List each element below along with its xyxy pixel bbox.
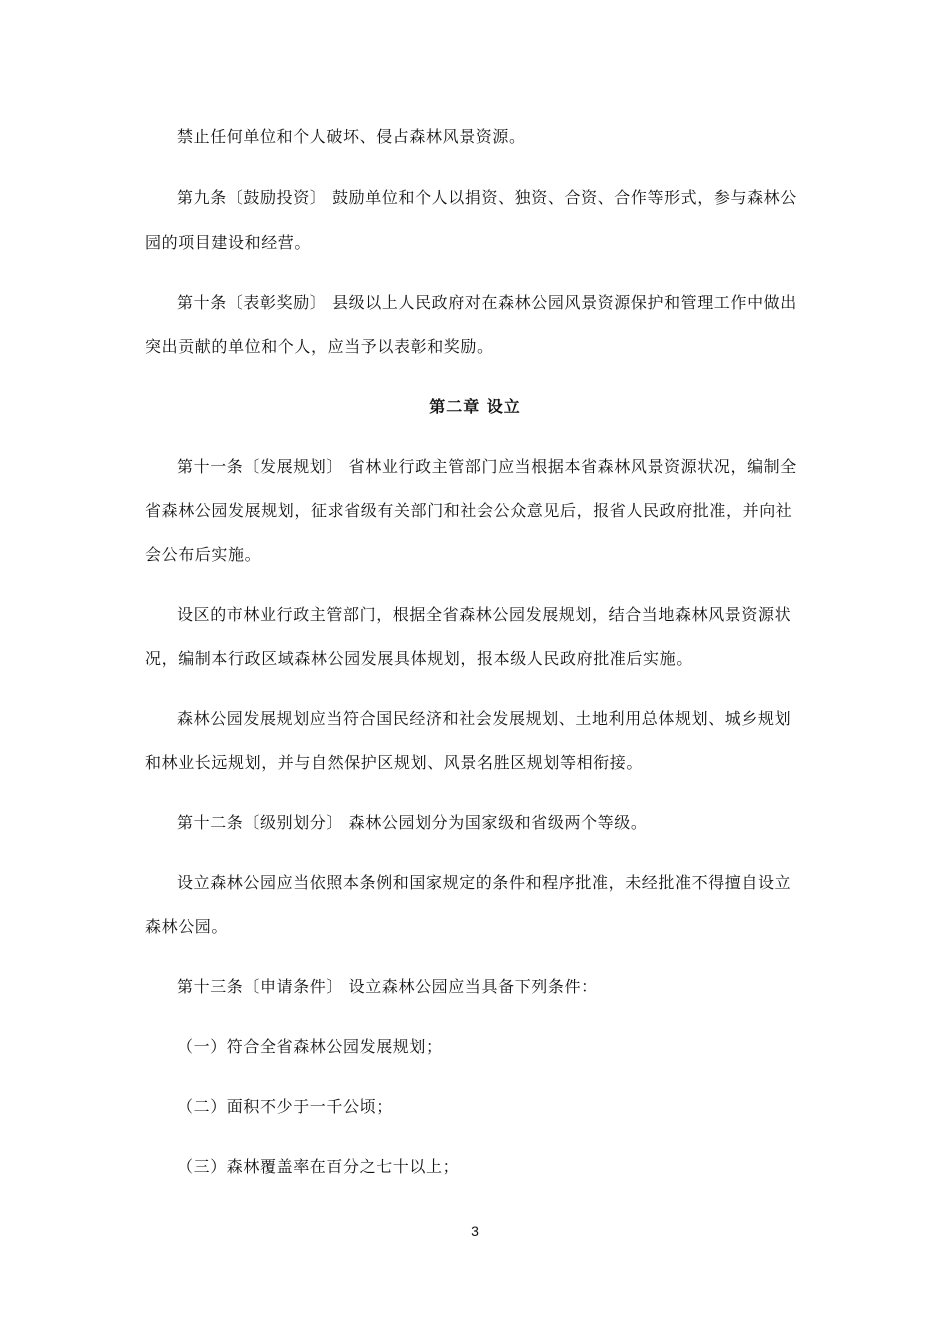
paragraph-line: 设区的市林业行政主管部门，根据全省森林公园发展规划，结合当地森林风景资源状 <box>177 605 792 624</box>
page-number: 3 <box>471 1223 479 1239</box>
list-item: （一）符合全省森林公园发展规划； <box>177 1037 443 1056</box>
paragraph-line: 和林业长远规划，并与自然保护区规划、风景名胜区规划等相衔接。 <box>145 753 644 772</box>
paragraph-line: 森林公园。 <box>145 917 229 936</box>
paragraph-line: 第十二条〔级别划分〕 森林公园划分为国家级和省级两个等级。 <box>177 813 648 832</box>
paragraph-line: 禁止任何单位和个人破坏、侵占森林风景资源。 <box>177 127 526 146</box>
paragraph-line: 会公布后实施。 <box>145 545 262 564</box>
paragraph-line: 园的项目建设和经营。 <box>145 233 312 252</box>
paragraph-line: 第十一条〔发展规划〕 省林业行政主管部门应当根据本省森林风景资源状况，编制全 <box>177 457 797 476</box>
paragraph-line: 森林公园发展规划应当符合国民经济和社会发展规划、土地利用总体规划、城乡规划 <box>177 709 792 728</box>
list-item: （三）森林覆盖率在百分之七十以上； <box>177 1157 460 1176</box>
paragraph-line: 省森林公园发展规划，征求省级有关部门和社会公众意见后，报省人民政府批准，并向社 <box>145 501 793 520</box>
list-item: （二）面积不少于一千公顷； <box>177 1097 393 1116</box>
paragraph-line: 第九条〔鼓励投资〕 鼓励单位和个人以捐资、独资、合资、合作等形式，参与森林公 <box>177 188 797 207</box>
chapter-heading: 第二章 设立 <box>429 397 521 416</box>
paragraph-line: 第十三条〔申请条件〕 设立森林公园应当具备下列条件： <box>177 977 598 996</box>
paragraph-line: 突出贡献的单位和个人，应当予以表彰和奖励。 <box>145 337 494 356</box>
paragraph-line: 设立森林公园应当依照本条例和国家规定的条件和程序批准，未经批准不得擅自设立 <box>177 873 792 892</box>
paragraph-line: 第十条〔表彰奖励〕 县级以上人民政府对在森林公园风景资源保护和管理工作中做出 <box>177 293 797 312</box>
paragraph-line: 况，编制本行政区域森林公园发展具体规划，报本级人民政府批准后实施。 <box>145 649 693 668</box>
